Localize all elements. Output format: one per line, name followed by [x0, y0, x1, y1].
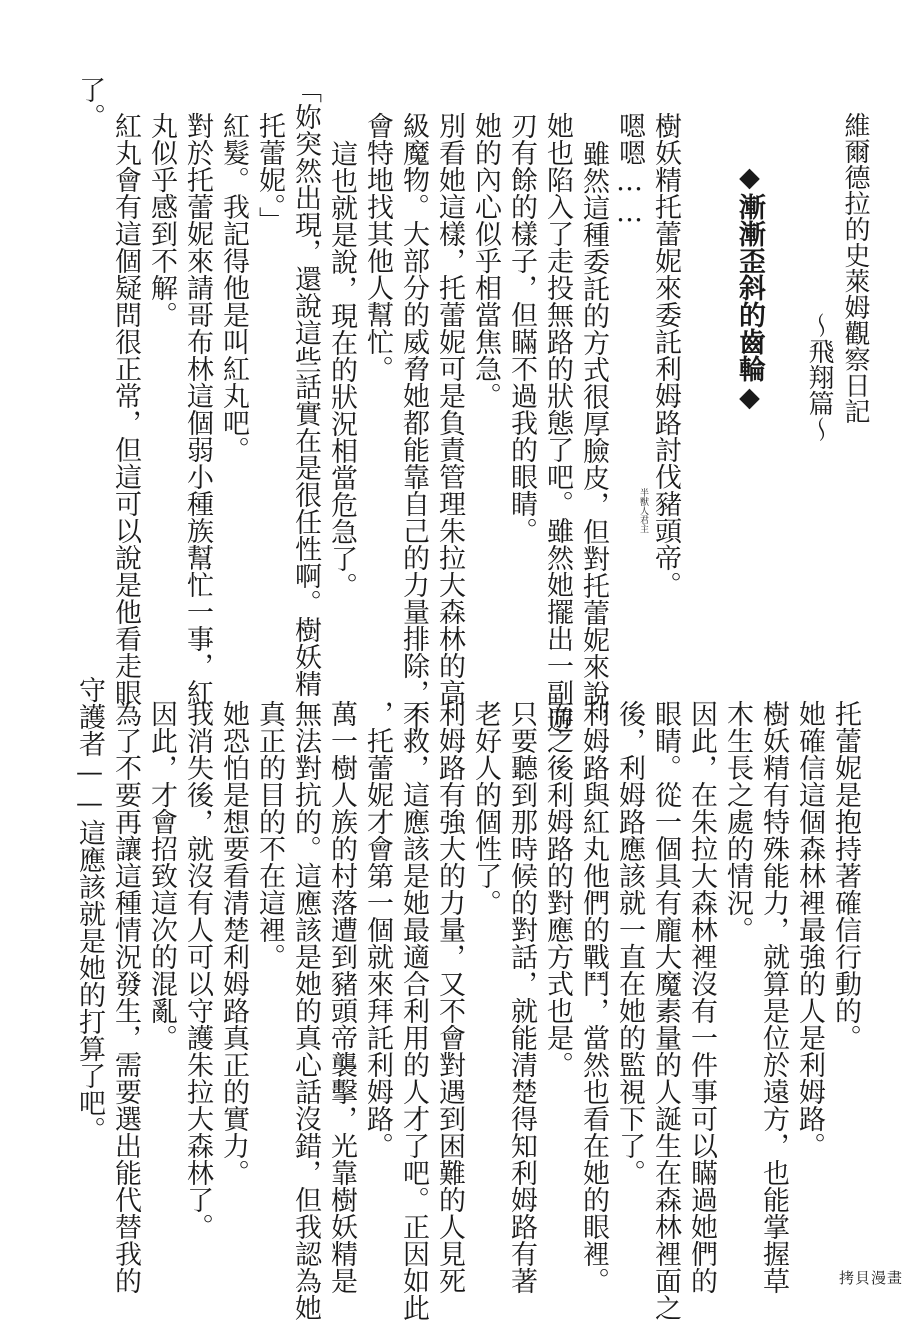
text-column: 只要聽到那時候的對話，就能清楚得知利姆路有著 — [506, 700, 537, 1294]
text-column: 刃有餘的樣子，但瞞不過我的眼睛。 — [506, 112, 537, 544]
text-column: 為了不要再讓這種情況發生，需要選出能代替我的 — [110, 700, 141, 1294]
text-column: 她恐怕是想要看清楚利姆路真正的實力。 — [218, 700, 249, 1186]
watermark: 拷貝漫畫 — [838, 1269, 903, 1287]
column-text-after-ruby: 。 — [650, 571, 681, 598]
text-column: 木生長之處的情況。 — [722, 700, 753, 943]
text-column: 無法對抗的。這應該是她的真心話沒錯，但我認為她 — [290, 700, 321, 1321]
text-column: 這也就是說，現在的狀況相當危急了。 — [326, 140, 357, 599]
text-column: 紅丸會有這個疑問很正常，但這可以說是他看走眼 — [110, 112, 141, 706]
text-column: 托蕾妮。」 — [254, 112, 285, 234]
text-column: 老好人的個性了。 — [470, 700, 501, 916]
text-column: 因此，在朱拉大森林裡沒有一件事可以瞞過她們的 — [686, 700, 717, 1294]
text-column: 萬一樹人族的村落遭到豬頭帝襲擊，光靠樹妖精是 — [326, 700, 357, 1294]
text-column: 她也陷入了走投無路的狀態了吧。雖然她擺出一副遊 — [542, 112, 573, 733]
text-column: 托蕾妮是抱持著確信行動的。 — [830, 700, 861, 1051]
text-column: 利姆路與紅丸他們的戰鬥，當然也看在她的眼裡。 — [578, 700, 609, 1294]
text-column: 別看她這樣，托蕾妮可是負責管理朱拉大森林的高 — [434, 112, 465, 706]
text-column: 丸似乎感到不解。 — [146, 112, 177, 328]
series-subtitle: ～飛翔篇～ — [804, 312, 834, 442]
text-column: 不救，這應該是她最適合利用的人才了吧。正因如此 — [398, 700, 429, 1321]
text-column: ，托蕾妮才會第一個就來拜託利姆路。 — [362, 700, 393, 1159]
text-column: 眼睛。從一個具有龐大魔素量的人誕生在森林裡面之 — [650, 700, 681, 1321]
series-title: 維爾德拉的史萊姆觀察日記 — [840, 112, 870, 424]
text-column: 守護者——這應該就是她的打算了吧。 — [74, 676, 105, 1143]
text-column — [638, 112, 683, 598]
text-column: 雖然這種委託的方式很厚臉皮，但對托蕾妮來說， — [578, 140, 609, 734]
text-column: 「妳突然出現，還說這些話實在是很任性啊。樹妖精 — [290, 76, 321, 697]
ruby-base-text: 豬頭帝 — [650, 490, 681, 571]
text-column: 後，利姆路應該就一直在她的監視下了。 — [614, 700, 645, 1186]
text-column: 嗯嗯…… — [614, 112, 645, 228]
text-column: 因此，才會招致這次的混亂。 — [146, 700, 177, 1051]
ruby-reading: 半獸人君主 — [638, 488, 648, 533]
text-column: 真正的目的不在這裡。 — [254, 700, 285, 970]
text-column: 她確信這個森林裡最強的人是利姆路。 — [794, 700, 825, 1159]
text-column: 利姆路有強大的力量，又不會對遇到困難的人見死 — [434, 700, 465, 1294]
text-column: 紅髮。我記得他是叫紅丸吧。 — [218, 112, 249, 463]
text-column: 對於托蕾妮來請哥布林這個弱小種族幫忙一事，紅 — [182, 112, 213, 706]
text-column: 我消失後，就沒有人可以守護朱拉大森林了。 — [182, 700, 213, 1240]
ruby-term — [638, 488, 681, 571]
text-column: 級魔物。大部分的威脅她都能靠自己的力量排除，不 — [398, 112, 429, 733]
column-text-before-ruby: 樹妖精托蕾妮來委託利姆路討伐 — [650, 112, 681, 490]
section-heading: ◆漸漸歪斜的齒輪◆ — [734, 162, 765, 413]
text-column: 了。 — [74, 76, 105, 130]
text-column: 樹妖精有特殊能力，就算是位於遠方，也能掌握草 — [758, 700, 789, 1294]
text-column: 而之後利姆路的對應方式也是。 — [542, 700, 573, 1078]
text-column: 會特地找其他人幫忙。 — [362, 112, 393, 382]
text-column: 她的內心似乎相當焦急。 — [470, 112, 501, 409]
